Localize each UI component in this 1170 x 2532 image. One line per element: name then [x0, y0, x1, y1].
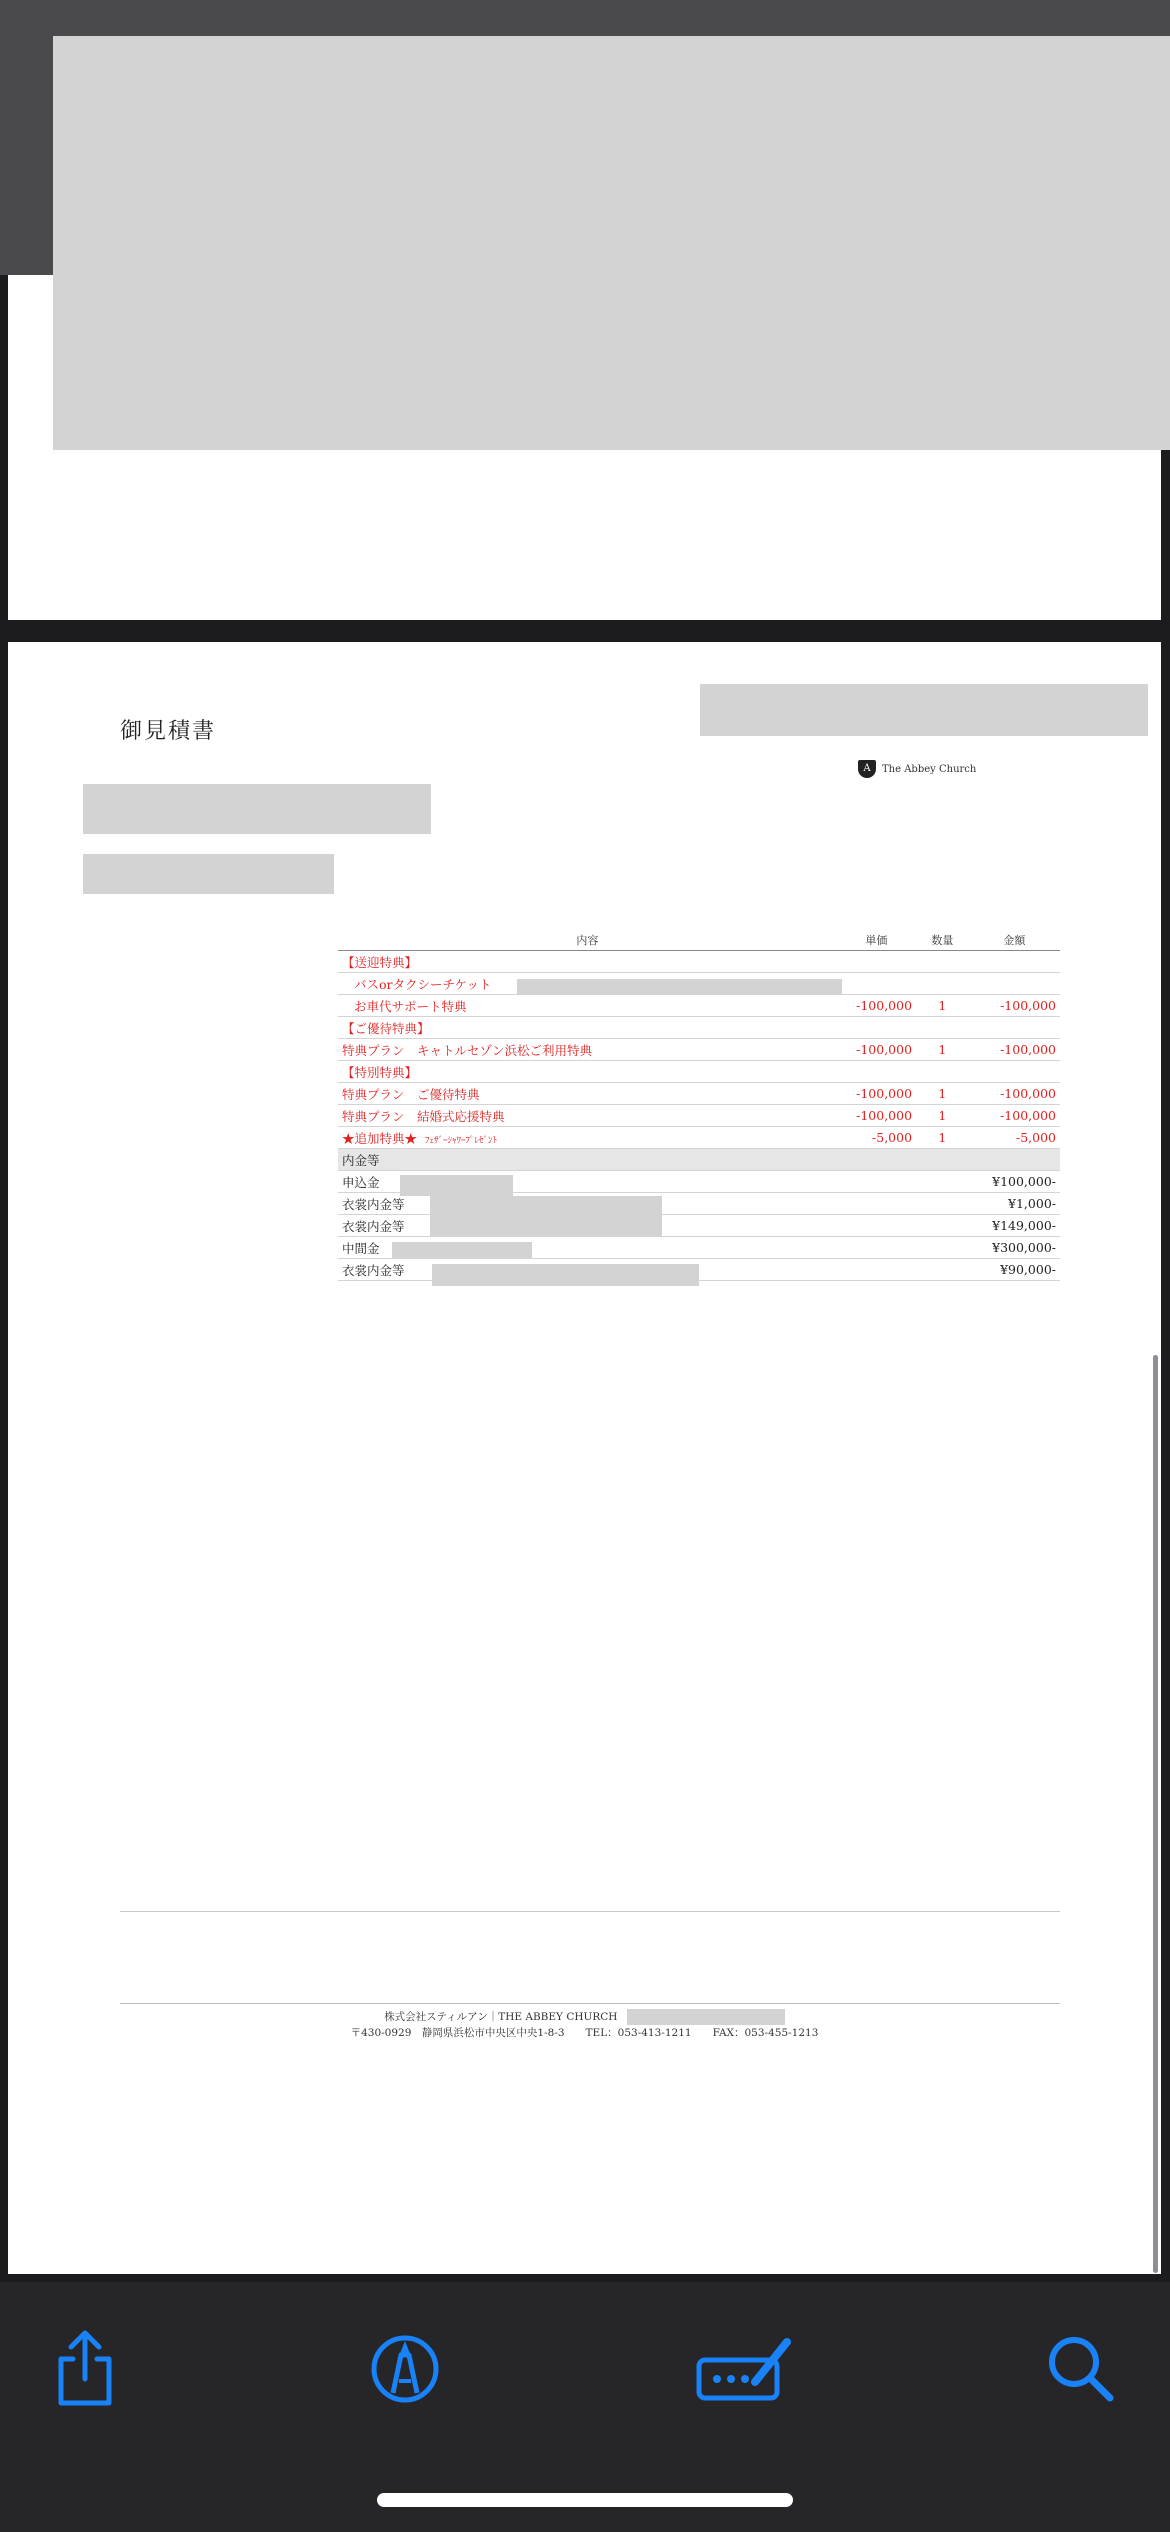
cell-content: 特典プラン キャトルセゾン浜松ご利用特典: [338, 1039, 837, 1061]
cell-quantity: [916, 1017, 969, 1039]
cell-content: 衣裳内金等: [338, 1259, 837, 1281]
cell-quantity: [916, 1171, 969, 1193]
cell-unit-price: [837, 951, 916, 973]
header-amount: 金額: [969, 929, 1060, 951]
scrollbar[interactable]: [1153, 1355, 1158, 2273]
cell-amount: -100,000: [969, 1039, 1060, 1061]
cell-sub-text: ﾌｪｻﾞｰｼｬﾜｰﾌﾟﾚｾﾞﾝﾄ: [425, 1135, 498, 1146]
footer-company: [8, 2009, 1161, 2025]
cell-content: 衣裳内金等: [338, 1193, 837, 1215]
cell-unit-price: -100,000: [837, 1083, 916, 1105]
cell-content: 特典プラン 結婚式応援特典: [338, 1105, 837, 1127]
header-unit-price: 単価: [837, 929, 916, 951]
cell-amount: [969, 1017, 1060, 1039]
cell-quantity: 1: [916, 995, 969, 1017]
signature-button[interactable]: [690, 2324, 800, 2414]
redacted-block: [392, 1242, 532, 1258]
cell-amount: [969, 1149, 1060, 1171]
cell-quantity: 1: [916, 1083, 969, 1105]
cell-content: ★追加特典★ ﾌｪｻﾞｰｼｬﾜｰﾌﾟﾚｾﾞﾝﾄ: [338, 1127, 837, 1149]
cell-content: 特典プラン ご優待特典: [338, 1083, 837, 1105]
cell-unit-price: -100,000: [837, 995, 916, 1017]
redacted-block: [430, 1196, 662, 1236]
cell-quantity: 1: [916, 1127, 969, 1149]
church-crest-icon: A: [858, 760, 876, 778]
divider: [120, 2003, 1060, 2004]
header-content: 内容: [338, 929, 837, 951]
cell-amount: [969, 951, 1060, 973]
cell-amount: ¥1,000-: [969, 1193, 1060, 1215]
cell-unit-price: -100,000: [837, 1039, 916, 1061]
cell-amount: -5,000: [969, 1127, 1060, 1149]
cell-quantity: [916, 1237, 969, 1259]
table-row: [338, 1061, 1060, 1083]
cell-unit-price: [837, 1171, 916, 1193]
redacted-block: [517, 979, 842, 995]
cell-content: 中間金: [338, 1237, 837, 1259]
search-button[interactable]: [1036, 2324, 1126, 2414]
cell-amount: -100,000: [969, 1083, 1060, 1105]
cell-content: 【送迎特典】: [338, 951, 837, 973]
cell-unit-price: -100,000: [837, 1105, 916, 1127]
cell-quantity: [916, 951, 969, 973]
footer-address: 〒430-0929 静岡県浜松市中央区中央1-8-3 TEL：053-413-1211 FAX：053-455-1213: [350, 2027, 819, 2039]
table-row: [338, 995, 1060, 1017]
cell-amount: -100,000: [969, 1105, 1060, 1127]
cell-amount: ¥100,000-: [969, 1171, 1060, 1193]
cell-quantity: 1: [916, 1105, 969, 1127]
cell-content: 内金等: [338, 1149, 837, 1171]
cell-amount: -100,000: [969, 995, 1060, 1017]
share-button[interactable]: [40, 2324, 130, 2414]
cell-quantity: [916, 1193, 969, 1215]
cell-amount: [969, 973, 1060, 995]
divider: [120, 1911, 1060, 1912]
redacted-block: [83, 784, 431, 834]
share-icon: [53, 2329, 117, 2409]
document-title: 御見積書: [120, 719, 217, 744]
table-header-row: [338, 929, 1060, 951]
table-row: [338, 1083, 1060, 1105]
cell-unit-price: [837, 1061, 916, 1083]
redacted-block: [432, 1264, 699, 1286]
signature-icon: [695, 2334, 795, 2404]
table-row: [338, 951, 1060, 973]
cell-content: バスorタクシーチケット: [338, 973, 837, 995]
cell-quantity: [916, 1149, 969, 1171]
cell-quantity: [916, 973, 969, 995]
home-indicator[interactable]: [377, 2493, 793, 2507]
header-quantity: 数量: [916, 929, 969, 951]
markup-button[interactable]: [360, 2324, 450, 2414]
cell-unit-price: [837, 973, 916, 995]
redacted-block: [700, 684, 1148, 736]
cell-unit-price: [837, 1017, 916, 1039]
cell-unit-price: [837, 1193, 916, 1215]
cell-quantity: [916, 1061, 969, 1083]
markup-icon: [369, 2333, 441, 2405]
footer-company-text: 株式会社スティルアン｜THE ABBEY CHURCH: [384, 2011, 618, 2023]
cell-content: 衣裳内金等: [338, 1215, 837, 1237]
table-row: [338, 1105, 1060, 1127]
cell-quantity: [916, 1259, 969, 1281]
cell-unit-price: -5,000: [837, 1127, 916, 1149]
document-page-2: [8, 642, 1161, 2274]
cell-amount: [969, 1061, 1060, 1083]
cell-amount: ¥149,000-: [969, 1215, 1060, 1237]
cell-content: 申込金: [338, 1171, 837, 1193]
table-row: [338, 1039, 1060, 1061]
cell-unit-price: [837, 1215, 916, 1237]
cell-amount: ¥300,000-: [969, 1237, 1060, 1259]
redacted-block: [83, 854, 334, 894]
table-row: [338, 1017, 1060, 1039]
logo-text: The Abbey Church: [882, 763, 977, 775]
search-icon: [1046, 2334, 1116, 2404]
cell-content: 【特別特典】: [338, 1061, 837, 1083]
cell-unit-price: [837, 1149, 916, 1171]
table-row: [338, 1149, 1060, 1171]
abbey-church-logo: [858, 760, 976, 778]
cell-content: お車代サポート特典: [338, 995, 837, 1017]
cell-unit-price: [837, 1237, 916, 1259]
cell-amount: ¥90,000-: [969, 1259, 1060, 1281]
cell-content: 【ご優待特典】: [338, 1017, 837, 1039]
cell-quantity: 1: [916, 1039, 969, 1061]
cell-unit-price: [837, 1259, 916, 1281]
cell-quantity: [916, 1215, 969, 1237]
table-row: [338, 1127, 1060, 1149]
redacted-inline: [627, 2009, 785, 2025]
redacted-block: [400, 1175, 513, 1196]
redacted-block: [53, 36, 1170, 450]
